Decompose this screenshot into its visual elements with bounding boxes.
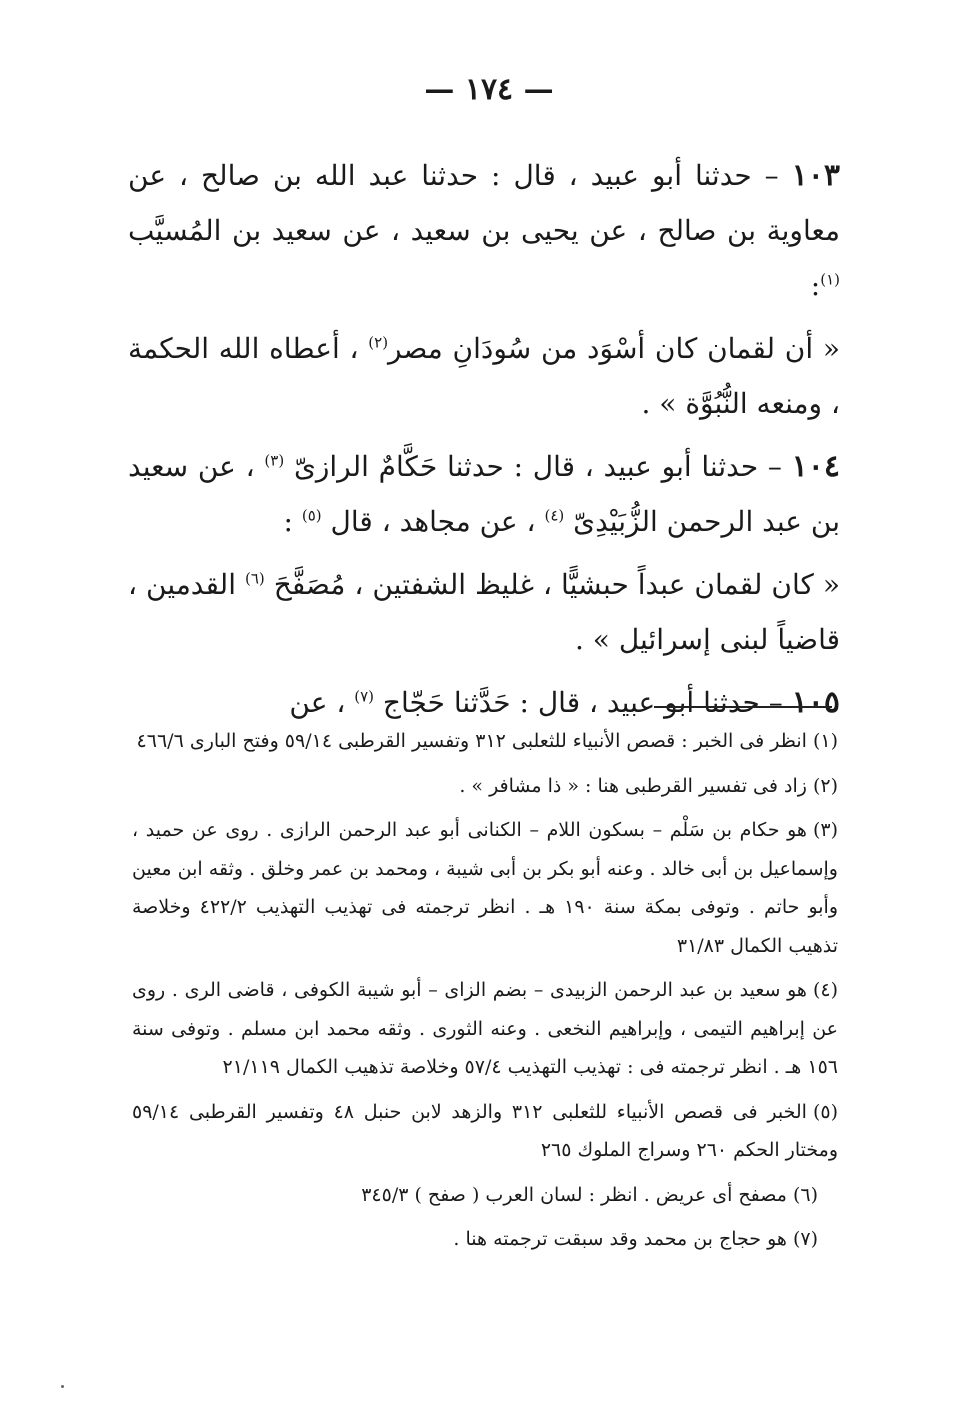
footnote-ref[interactable]: (٤) (544, 506, 565, 525)
footnote-number: (٤) (812, 979, 838, 1001)
footnote-ref[interactable]: (٦) (245, 569, 265, 588)
footnote (132, 1220, 818, 1259)
footnote-text: هو حكام بن سَلْم – بسكون اللام – الكنانى أبو عبد الرحمن الرازى . روى عن حميد ، وإسماعيل بن أبى خالد . وعنه أبو بكر بن أبى شيبة ، ومحمد بن عمر وخلق . وثقه ابن معين وأبو حاتم . وتوفى بمكة سنة ١٩٠ هـ . انظر ترجمته فى تهذيب التهذيب ٤٢٢/٢ وخلاصة تذهيب الكمال ٣١/٨٣ (132, 819, 839, 957)
footnote-text: انظر فى الخبر : قصص الأنبياء للثعلبى ٣١٢ وتفسير القرطبى ٥٩/١٤ وفتح البارى ٤٦٦/٦ (136, 730, 807, 752)
footnote-text: هو حجاج بن محمد وقد سبقت ترجمته هنا . (453, 1228, 787, 1250)
footnote-text: مصفح أى عريض . انظر : لسان العرب ( صفح ) ٣٤٥/٣ (361, 1183, 787, 1206)
page-number: — ١٧٤ — (424, 72, 554, 107)
footnote (132, 722, 838, 761)
footnote-ref[interactable]: (٧) (354, 687, 375, 706)
hadith-105-isnad: ١٠٥ – حدثنا أبو عبيد ، قال : حَدَّثنا حَجّاج $^{(٧)}$ ، عن (289, 685, 840, 720)
scan-speck (61, 1385, 64, 1388)
footnote-number: (١) (812, 730, 838, 752)
footnote-separator (654, 706, 832, 708)
hadith-103-matn: « أن لقمان كان أسْوَد من سُودَانِ مصر$^{(٢)}$ ، أعطاه الله الحكمة ، ومنعه النُّبُوَّة » . (128, 332, 840, 420)
footnote (132, 971, 838, 1087)
footnote (132, 767, 838, 806)
hadith-number: ١٠٥ (791, 685, 840, 720)
footnote-text: هو سعيد بن عبد الرحمن الزبيدى – بضم الزاى – أبو شيبة الكوفى ، قاضى الرى . روى عن إبراهيم التيمى ، وإبراهيم النخعى . وعنه الثورى . وثقه محمد ابن مسلم . وتوفى سنة ١٥٦ هـ . انظر ترجمته فى : تهذيب التهذيب ٥٧/٤ وخلاصة تذهيب الكمال ٢١/١١٩ (132, 979, 838, 1078)
footnote-number: (٣) (812, 819, 838, 841)
hadith-number: ١٠٤ (791, 449, 841, 484)
footnote-ref[interactable]: (٣) (264, 451, 285, 470)
hadith-number: ١٠٣ (791, 158, 840, 193)
hadith-104-matn: « كان لقمان عبداً حبشيًّا ، غليظ الشفتين ، مُصَفَّحَ $^{(٦)}$ القدمين ، قاضياً لبنى إسرائيل » . (128, 568, 840, 656)
footnotes (132, 722, 838, 1265)
footnote-number: (٥) (812, 1100, 838, 1123)
footnote-ref[interactable]: (٥) (301, 506, 322, 525)
footnote-number: (٧) (792, 1228, 818, 1250)
footnote (132, 1176, 818, 1215)
footnote-ref[interactable]: (٢) (368, 333, 389, 352)
footnote (132, 811, 838, 965)
footnote-text: الخبر فى قصص الأنبياء للثعلبى ٣١٢ والزهد لابن حنبل ٤٨ وتفسير القرطبى ٥٩/١٤ ومختار الحكم ٢٦٠ وسراج الملوك ٢٦٥ (132, 1100, 838, 1161)
footnote-text: زاد فى تفسير القرطبى هنا : « ذا مشافر » . (459, 774, 807, 797)
footnote (132, 1093, 838, 1170)
footnote-ref[interactable]: (١) (820, 270, 840, 289)
hadith-104-isnad: ١٠٤ – حدثنا أبو عبيد ، قال : حدثنا حَكَّامٌ الرازىّ $^{(٣)}$ ، عن سعيد بن عبد الرحمن الزُّبَيْدِىّ $^{(٤)}$ ، عن مجاهد ، قال $^{(٥)}$ : (128, 449, 841, 538)
footnote-number: (٦) (792, 1183, 818, 1206)
main-text (128, 148, 840, 738)
footnote-number: (٢) (812, 774, 838, 797)
hadith-103-isnad: ١٠٣ – حدثنا أبو عبيد ، قال : حدثنا عبد الله بن صالح ، عن معاوية بن صالح ، عن يحيى بن سعيد ، عن سعيد بن المُسيَّب $^{(١)}$: (128, 158, 840, 302)
